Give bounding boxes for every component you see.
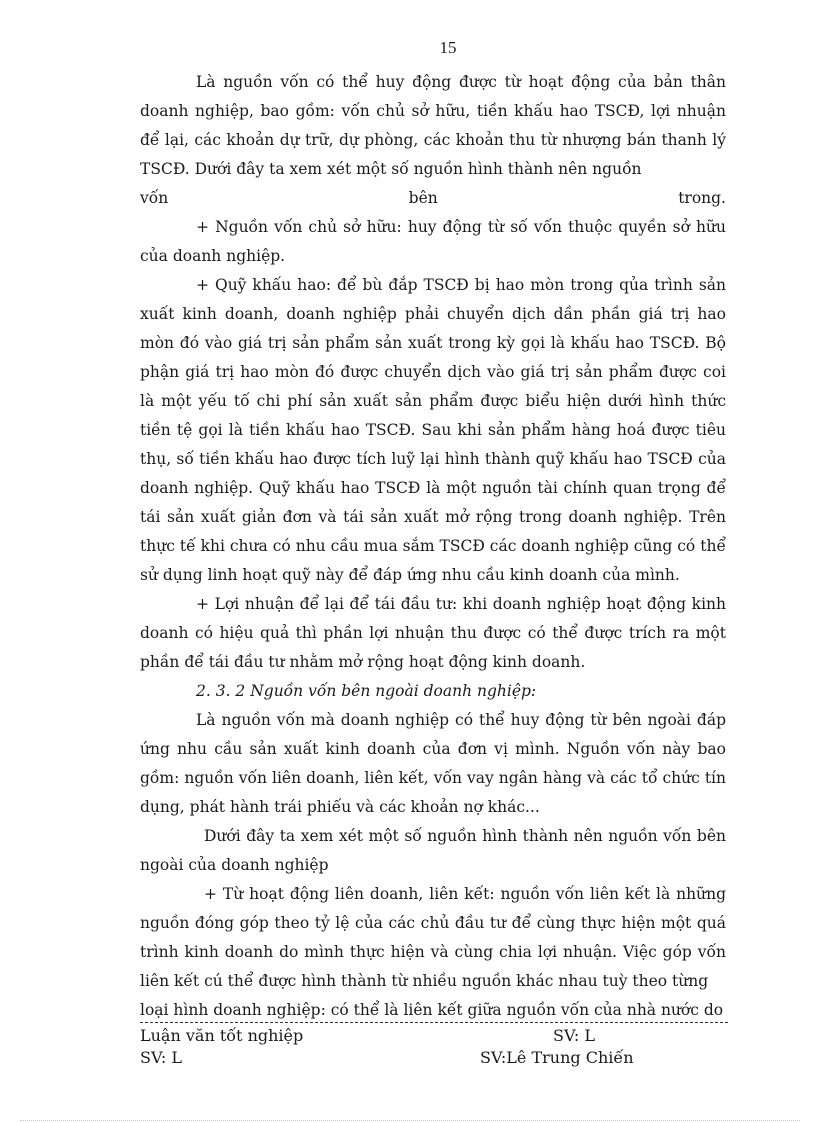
page-number: 15 — [439, 38, 457, 57]
word-ben: bên — [408, 189, 438, 207]
word-von: vốn — [140, 189, 169, 207]
paragraph-depreciation-fund: + Quỹ khấu hao: để bù đắp TSCĐ bị hao mòn trong qủa trình sản xuất kinh doanh, doanh nghiệp phải chuyển dịch dần phần giá trị hao mòn đó vào giá trị sản phẩm sản xuất trong kỳ gọi là khấu hao TSCĐ. Bộ phận giá trị hao mòn đó được chuyển dịch vào giá trị sản phẩm được coi là một yếu tố chi phí sản xuất sản phẩm được biểu hiện dưới hình thức tiền tệ gọi là tiền khấu hao TSCĐ. Sau khi sản phẩm hàng hoá được tiêu thụ, số tiền khấu hao được tích luỹ lại hình thành quỹ khấu hao TSCĐ của doanh nghiệp. Quỹ khấu hao TSCĐ là một nguồn tài chính quan trọng để tái sản xuất giản đơn và tái sản xuất mở rộng trong doanh nghiệp. Trên thực tế khi chưa có nhu cầu mua sắm TSCĐ các doanh nghiệp cũng có thể sử dụng linh hoạt quỹ này để đáp ứng nhu cầu kinh doanh của mình. — [140, 276, 726, 584]
paragraph-internal-sources: Là nguồn vốn có thể huy động được từ hoạt động của bản thân doanh nghiệp, bao gồm: vốn chủ sở hữu, tiền khấu hao TSCĐ, lợi nhuận để lại, các khoản dự trữ, dự phòng, các khoản thu từ nhượng bán thanh lý TSCĐ. Dưới đây ta xem xét một số nguồn hình thành nên nguồn — [140, 73, 726, 178]
paragraph-joint-venture-last-line: loại hình doanh nghiệp: có thể là liên kết giữa nguồn vốn của nhà nước do — [140, 1001, 724, 1019]
page-bottom-border — [20, 1120, 800, 1121]
footer-student-name: SV:Lê Trung Chiến — [480, 1048, 634, 1067]
footer-student-short: SV: L — [553, 1026, 596, 1045]
document-body — [140, 68, 726, 996]
word-trong: trong. — [678, 189, 726, 207]
section-heading-external-sources: 2. 3. 2 Nguồn vốn bên ngoài doanh nghiệp: — [196, 682, 537, 700]
paragraph-joint-venture: + Từ hoạt động liên doanh, liên kết: nguồn vốn liên kết là những nguồn đóng góp theo tỷ lệ của các chủ đầu tư để cùng thực hiện một quá trình kinh doanh do mình thực hiện và cùng chia lợi nhuận. Việc góp vốn liên kết cú thể được hình thành từ nhiều nguồn khác nhau tuỳ theo từng — [140, 885, 726, 990]
footer-thesis-label: Luận văn tốt nghiệp — [140, 1026, 304, 1045]
paragraph-external-sources: Là nguồn vốn mà doanh nghiệp có thể huy động từ bên ngoài đáp ứng nhu cầu sản xuất kinh doanh của đơn vị mình. Nguồn vốn này bao gồm: nguồn vốn liên doanh, liên kết, vốn vay ngân hàng và các tổ chức tín dụng, phát hành trái phiếu và các khoản nợ khác... — [140, 711, 726, 816]
footer-student-short-2: SV: L — [140, 1048, 183, 1067]
footer-divider — [140, 1022, 728, 1023]
paragraph-external-intro: Dưới đây ta xem xét một số nguồn hình thành nên nguồn vốn bên ngoài của doanh nghiệp — [140, 827, 726, 874]
paragraph-retained-earnings: + Lợi nhuận để lại để tái đầu tư: khi doanh nghiệp hoạt động kinh doanh có hiệu quả thì phần lợi nhuận thu được có thể được trích ra một phần để tái đầu tư nhằm mở rộng hoạt động kinh doanh. — [140, 595, 726, 671]
paragraph-internal-sources-tail — [140, 184, 726, 213]
paragraph-owner-equity: + Nguồn vốn chủ sở hữu: huy động từ số vốn thuộc quyền sở hữu của doanh nghiệp. — [140, 218, 726, 265]
